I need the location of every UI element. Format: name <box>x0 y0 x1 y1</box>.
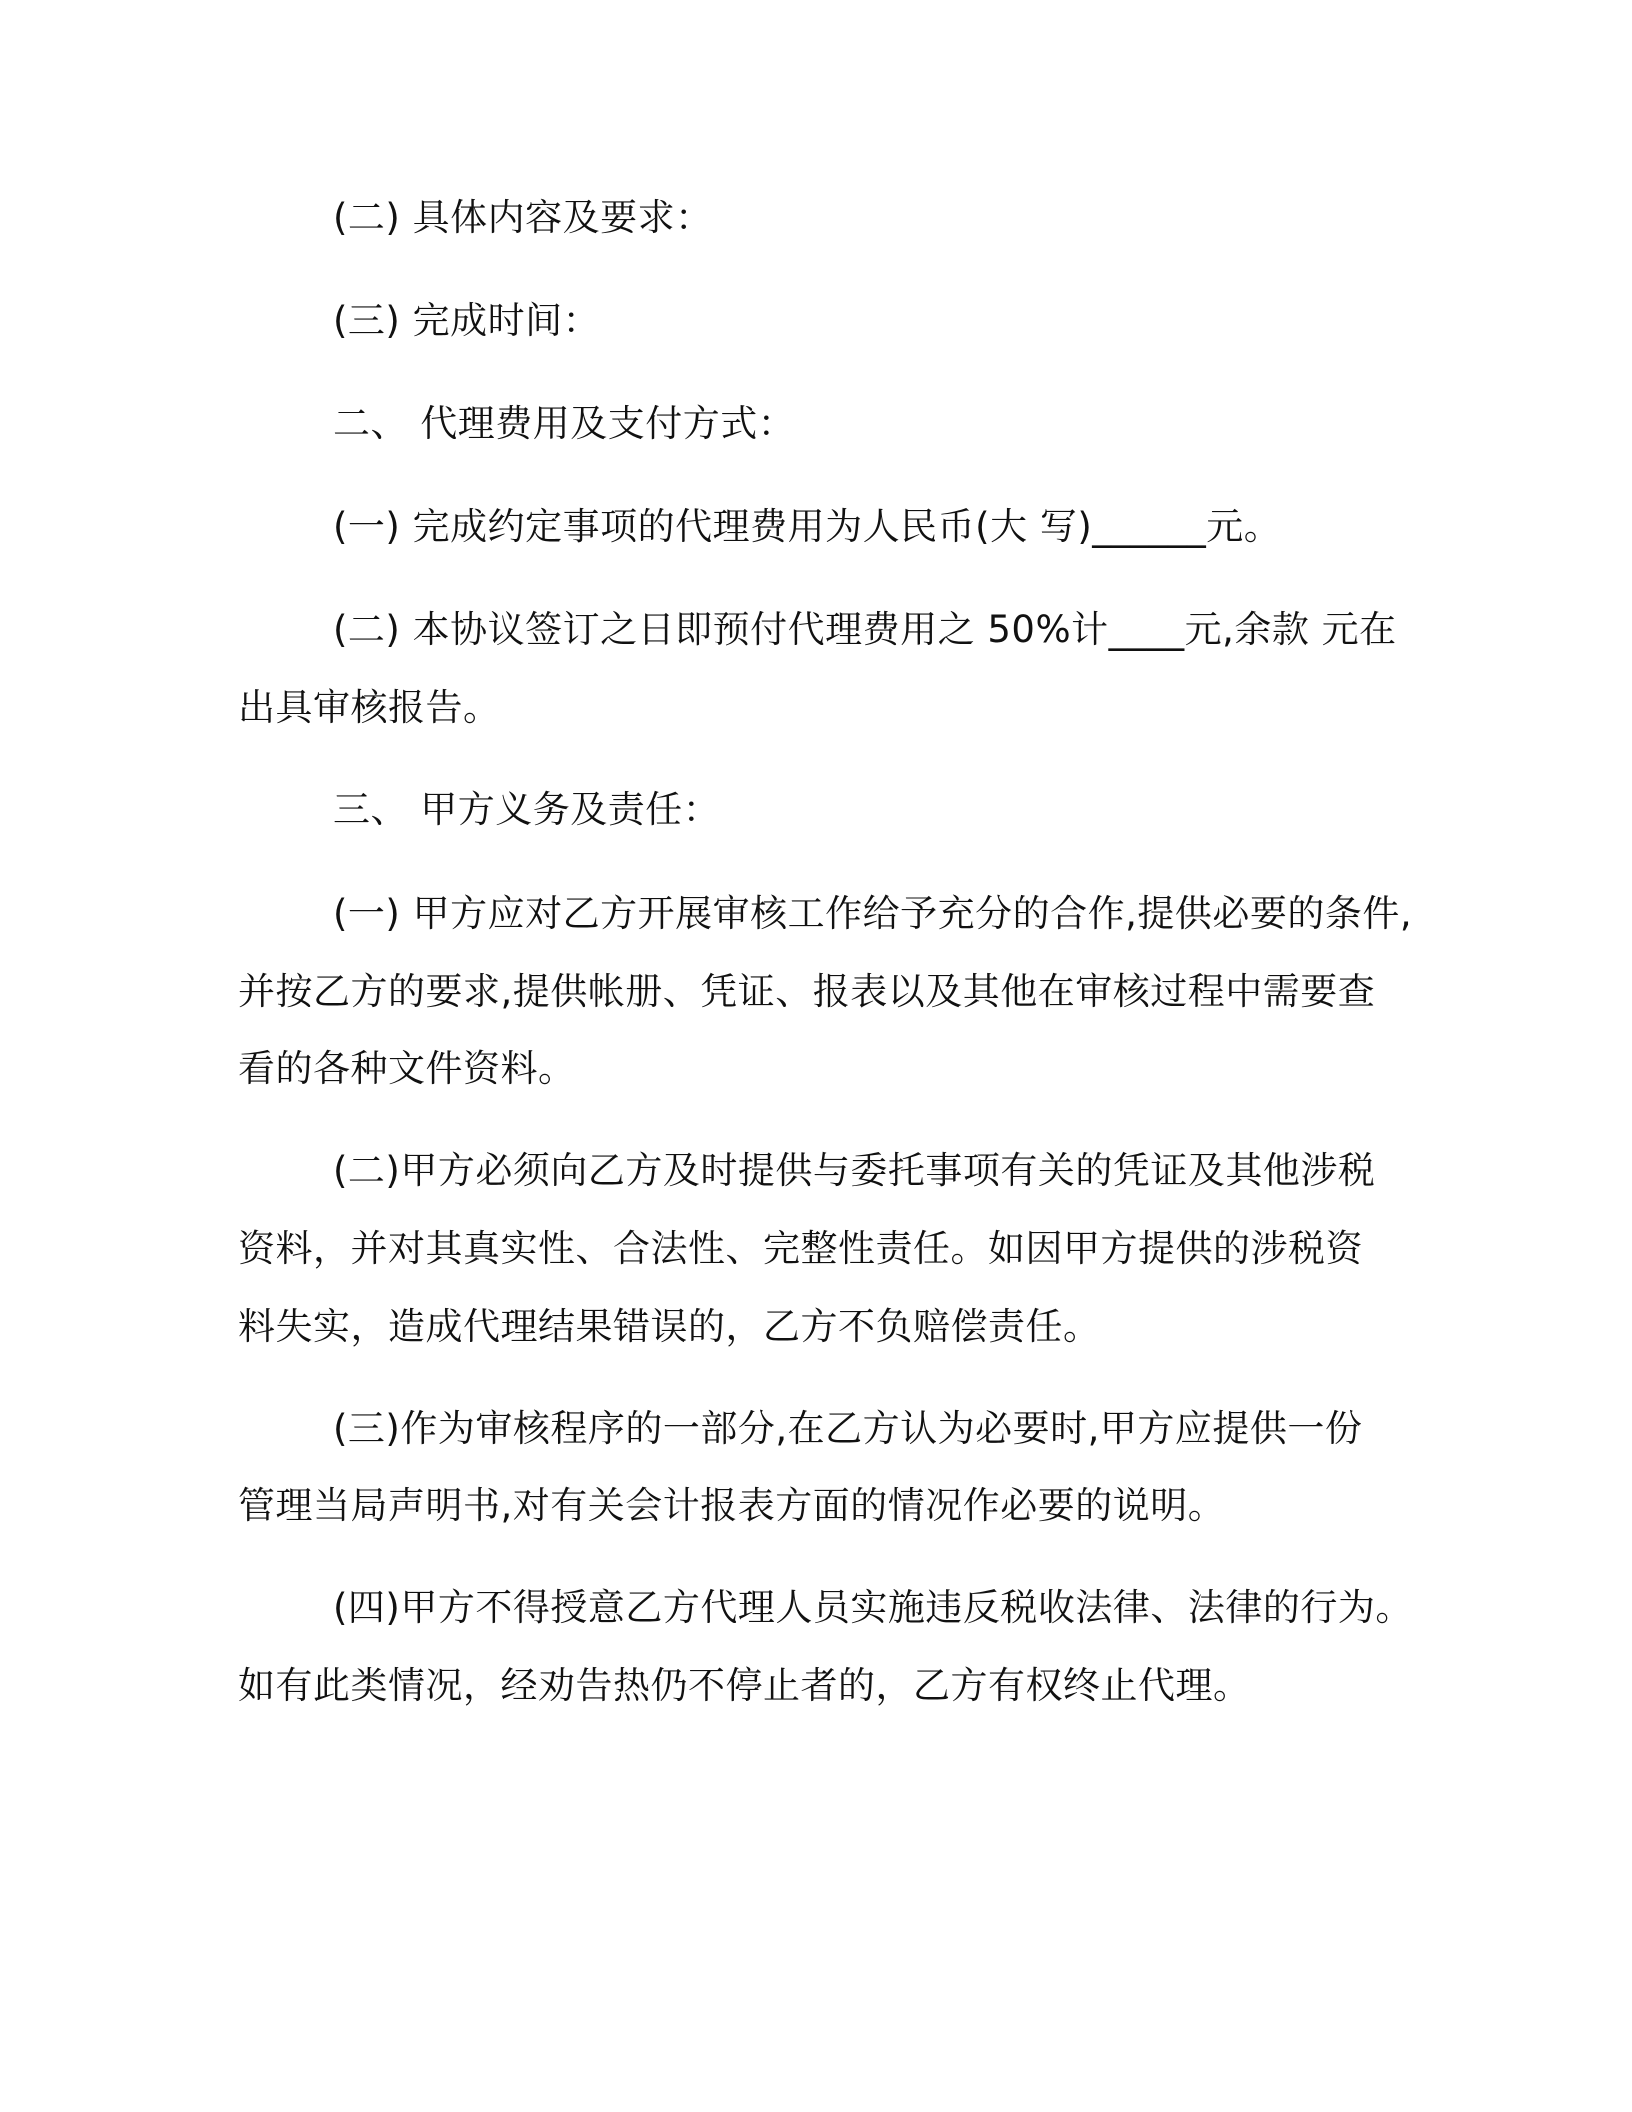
obligation-3-line2: 管理当局声明书,对有关会计报表方面的情况作必要的说明。 <box>238 1484 1226 1527</box>
obligation-1-line3: 看的各种文件资料。 <box>238 1047 576 1090</box>
obligation-2-line3: 料失实，造成代理结果错误的，乙方不负赔偿责任。 <box>238 1305 1101 1348</box>
obligation-2-line2: 资料，并对其真实性、合法性、完整性责任。如因甲方提供的涉税资 <box>238 1227 1363 1270</box>
item-2-1-content-requirements: (二) 具体内容及要求： <box>333 196 713 239</box>
section-2-heading: 二、 代理费用及支付方式： <box>333 402 796 445</box>
obligation-1-line2: 并按乙方的要求,提供帐册、凭证、报表以及其他在审核过程中需要查 <box>238 970 1376 1013</box>
obligation-1-line1: (一) 甲方应对乙方开展审核工作给予充分的合作,提供必要的条件, <box>333 892 1413 935</box>
item-3-1-completion-time: (三) 完成时间： <box>333 299 601 342</box>
obligation-4-line2: 如有此类情况，经劝告热仍不停止者的，乙方有权终止代理。 <box>238 1664 1251 1707</box>
obligation-2-line1: (二)甲方必须向乙方及时提供与委托事项有关的凭证及其他涉税 <box>333 1149 1376 1192</box>
item-prepayment-line2: 出具审核报告。 <box>238 686 501 729</box>
section-3-heading: 三、 甲方义务及责任： <box>333 788 721 831</box>
item-prepayment-line1: (二) 本协议签订之日即预付代理费用之 50%计____元,余款 元在 <box>333 608 1397 651</box>
obligation-4-line1: (四)甲方不得授意乙方代理人员实施违反税收法律、法律的行为。 <box>333 1586 1413 1629</box>
item-fee-amount: (一) 完成约定事项的代理费用为人民币(大 写)______元。 <box>333 505 1282 548</box>
obligation-3-line1: (三)作为审核程序的一部分,在乙方认为必要时,甲方应提供一份 <box>333 1407 1363 1450</box>
